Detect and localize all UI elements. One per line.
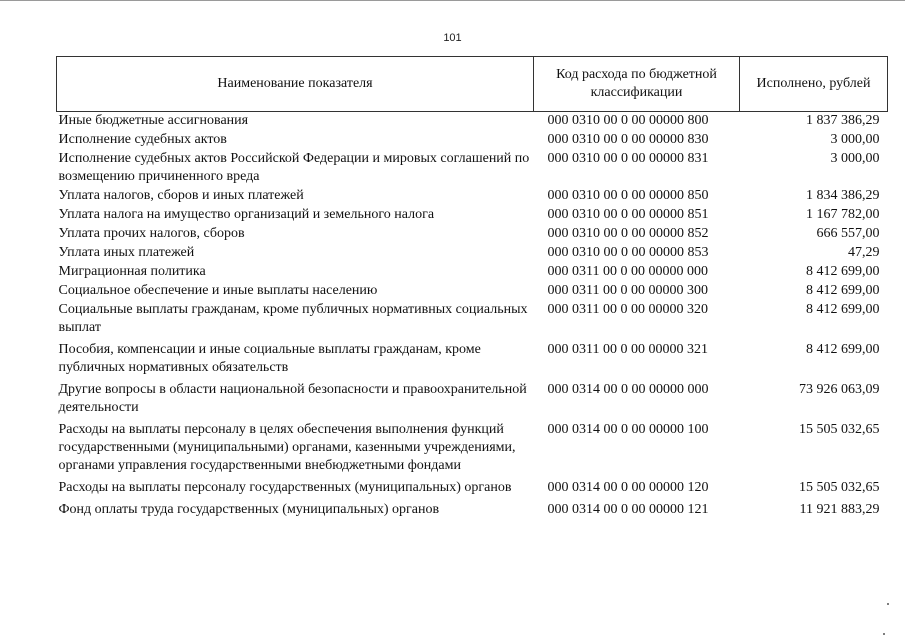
- table-row: [57, 418, 888, 476]
- row-amount: 1 837 386,29: [806, 113, 880, 128]
- row-amount: 666 557,00: [816, 226, 880, 241]
- row-amount: 8 412 699,00: [806, 264, 880, 279]
- row-name: Расходы на выплаты персоналу в целях обеспечения выполнения функций государственными (муниципальными) органами, казенными учреждениями, органами управления государственными внебюджетными фондами: [58, 422, 516, 473]
- row-code: 000 0310 00 0 00 00000 830: [547, 132, 709, 147]
- row-code: 000 0310 00 0 00 00000 852: [547, 226, 709, 241]
- table-header-row: [57, 57, 888, 112]
- row-amount: 11 921 883,29: [799, 502, 880, 517]
- row-name: Иные бюджетные ассигнования: [58, 113, 249, 128]
- header-code: Код расхода по бюджетной классификации: [534, 57, 740, 112]
- row-code: 000 0311 00 0 00 00000 321: [547, 342, 708, 357]
- row-name: Фонд оплаты труда государственных (муниципальных) органов: [58, 502, 440, 517]
- table-row: [57, 112, 888, 132]
- row-name: Исполнение судебных актов Российской Федерации и мировых соглашений по возмещению причиненного вреда: [58, 151, 530, 184]
- expenditure-table: [56, 56, 888, 520]
- row-name: Миграционная политика: [58, 264, 206, 279]
- row-code: 000 0310 00 0 00 00000 851: [547, 207, 709, 222]
- header-amount: Исполнено, рублей: [740, 57, 888, 112]
- row-code: 000 0311 00 0 00 00000 320: [547, 302, 708, 317]
- row-code: 000 0314 00 0 00 00000 120: [547, 480, 709, 495]
- table-row: [57, 150, 888, 187]
- row-amount: 8 412 699,00: [806, 342, 880, 357]
- row-code: 000 0314 00 0 00 00000 100: [547, 422, 709, 437]
- scan-speck: [883, 633, 885, 635]
- row-amount: 73 926 063,09: [799, 382, 880, 397]
- table-row: [57, 378, 888, 418]
- row-code: 000 0311 00 0 00 00000 000: [547, 264, 708, 279]
- row-amount: 8 412 699,00: [806, 283, 880, 298]
- row-code: 000 0314 00 0 00 00000 000: [547, 382, 709, 397]
- row-name: Другие вопросы в области национальной безопасности и правоохранительной деятельности: [58, 382, 527, 415]
- table-row: [57, 338, 888, 378]
- row-amount: 8 412 699,00: [806, 302, 880, 317]
- row-code: 000 0310 00 0 00 00000 800: [547, 113, 709, 128]
- row-name: Расходы на выплаты персоналу государственных (муниципальных) органов: [58, 480, 512, 495]
- row-amount: 15 505 032,65: [799, 480, 880, 495]
- table-row: [57, 301, 888, 338]
- table-row: [57, 263, 888, 282]
- table-row: [57, 282, 888, 301]
- row-code: 000 0310 00 0 00 00000 850: [547, 188, 709, 203]
- scan-speck: [887, 603, 889, 605]
- page-number: 101: [443, 32, 462, 44]
- row-name: Социальные выплаты гражданам, кроме публичных нормативных социальных выплат: [58, 302, 528, 335]
- table-row: [57, 244, 888, 263]
- table-row: [57, 476, 888, 498]
- table-row: [57, 206, 888, 225]
- table-row: [57, 225, 888, 244]
- row-amount: 1 834 386,29: [806, 188, 880, 203]
- row-amount: 3 000,00: [830, 151, 880, 166]
- row-code: 000 0314 00 0 00 00000 121: [547, 502, 709, 517]
- row-name: Исполнение судебных актов: [58, 132, 227, 147]
- row-name: Уплата налогов, сборов и иных платежей: [58, 188, 304, 203]
- table-row: [57, 131, 888, 150]
- table-row: [57, 187, 888, 206]
- row-amount: 3 000,00: [830, 132, 880, 147]
- row-name: Пособия, компенсации и иные социальные выплаты гражданам, кроме публичных нормативных обязательств: [58, 342, 481, 375]
- row-amount: 15 505 032,65: [799, 422, 880, 437]
- row-name: Уплата иных платежей: [58, 245, 195, 260]
- top-border-line: [0, 0, 905, 1]
- row-name: Уплата налога на имущество организаций и земельного налога: [58, 207, 435, 222]
- table-row: [57, 498, 888, 520]
- row-code: 000 0310 00 0 00 00000 831: [547, 151, 709, 166]
- row-name: Уплата прочих налогов, сборов: [58, 226, 245, 241]
- row-code: 000 0310 00 0 00 00000 853: [547, 245, 709, 260]
- row-code: 000 0311 00 0 00 00000 300: [547, 283, 708, 298]
- row-name: Социальное обеспечение и иные выплаты населению: [58, 283, 378, 298]
- row-amount: 47,29: [848, 245, 880, 260]
- row-amount: 1 167 782,00: [806, 207, 880, 222]
- header-name: Наименование показателя: [57, 57, 534, 112]
